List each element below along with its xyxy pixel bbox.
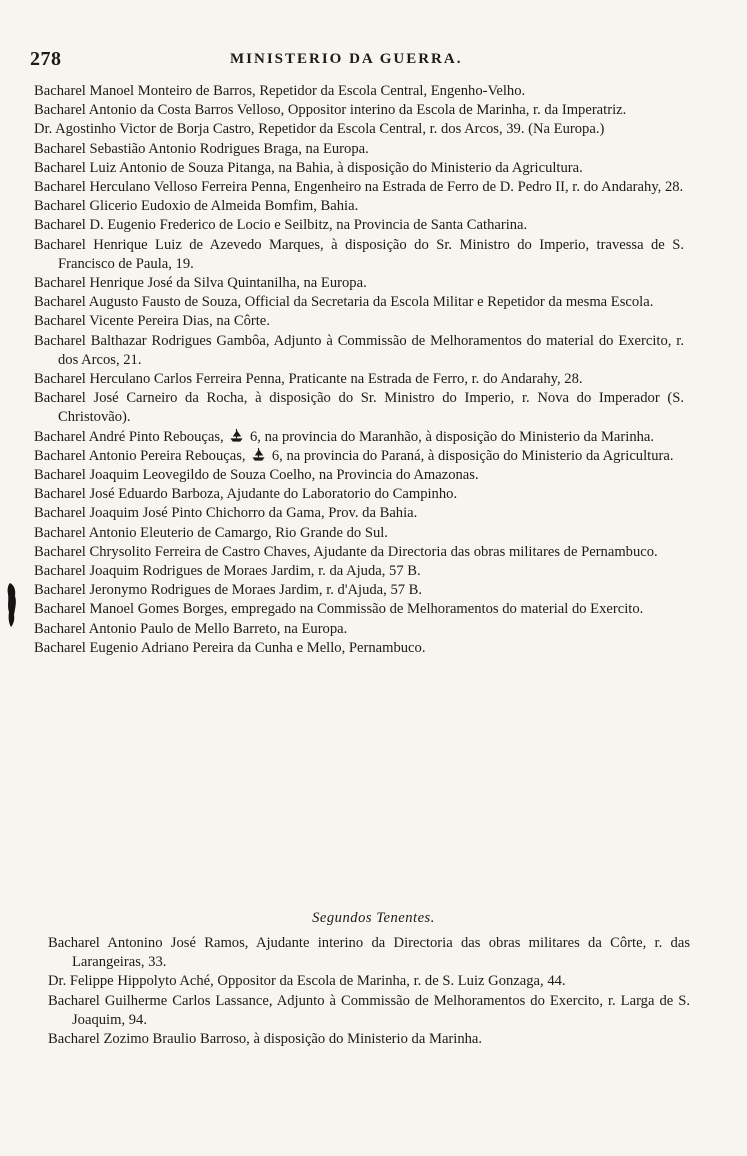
list-entry: Bacharel Antonio Paulo de Mello Barreto, na Europa.	[34, 620, 348, 637]
list-entry: Bacharel Eugenio Adriano Pereira da Cunha e Mello, Pernambuco.	[34, 639, 426, 656]
list-entry: Bacharel Vicente Pereira Dias, na Côrte.	[34, 313, 270, 330]
page-header	[30, 48, 700, 74]
list-entry: Dr. Agostinho Victor de Borja Castro, Repetidor da Escola Central, r. dos Arcos, 39. (Na Europa.)	[34, 121, 605, 138]
list-entry: Bacharel Joaquim Leovegildo de Souza Coelho, na Provincia do Amazonas.	[34, 467, 479, 484]
list-entry: Bacharel Antonio da Costa Barros Velloso, Oppositor interino da Escola de Marinha, r. da Imperatriz.	[34, 102, 627, 119]
list-entry: Bacharel Henrique Luiz de Azevedo Marques, à disposição do Sr. Ministro do Imperio, travessa de S. Francisco de Paula, 19.	[34, 236, 684, 272]
list-entry: Bacharel Antonino José Ramos, Ajudante interino da Directoria das obras militares da Côrte, r. das Larangeiras, 33.	[48, 935, 690, 971]
entry-text: Bacharel André Pinto Rebouças,	[34, 428, 224, 445]
entry-text: Bacharel Antonio Pereira Rebouças,	[34, 447, 246, 464]
officer-list	[34, 82, 684, 658]
list-entry: Bacharel Chrysolito Ferreira de Castro Chaves, Ajudante da Directoria das obras militares de Pernambuco.	[34, 543, 658, 560]
list-entry: Bacharel D. Eugenio Frederico de Locio e Seilbitz, na Provincia de Santa Catharina.	[34, 217, 528, 234]
list-entry	[34, 428, 684, 447]
list-entry: Bacharel Jeronymo Rodrigues de Moraes Jardim, r. d'Ajuda, 57 B.	[34, 582, 423, 599]
entry-text: 6, na provincia do Paraná, à disposição do Ministerio da Agricultura.	[271, 447, 674, 464]
ship-icon	[229, 428, 244, 443]
list-entry: Bacharel José Eduardo Barboza, Ajudante do Laboratorio do Campinho.	[34, 486, 458, 503]
list-entry: Bacharel Balthazar Rodrigues Gambôa, Adjunto à Commissão de Melhoramentos do material do Exercito, r. dos Arcos, 21.	[34, 332, 684, 368]
running-title: MINISTERIO DA GUERRA.	[230, 51, 463, 67]
list-entry: Bacharel Guilherme Carlos Lassance, Adjunto à Commissão de Melhoramentos do Exercito, r. Larga de S. Joaquim, 94.	[48, 992, 690, 1028]
list-entry: Bacharel Sebastião Antonio Rodrigues Braga, na Europa.	[34, 140, 369, 157]
list-entry: Bacharel Manoel Monteiro de Barros, Repetidor da Escola Central, Engenho-Velho.	[34, 83, 526, 99]
list-entry: Bacharel José Carneiro da Rocha, à disposição do Sr. Ministro do Imperio, r. Nova do Imperador (S. Christovão).	[34, 390, 684, 426]
list-entry: Bacharel Glicerio Eudoxio de Almeida Bomfim, Bahia.	[34, 198, 359, 215]
list-entry: Bacharel Manoel Gomes Borges, empregado na Commissão de Melhoramentos do material do Exercito.	[34, 601, 644, 618]
ship-icon	[251, 447, 266, 462]
list-entry: Bacharel Herculano Carlos Ferreira Penna, Praticante na Estrada de Ferro, r. do Andarahy, 28.	[34, 371, 583, 388]
section-heading: Segundos Tenentes.	[312, 910, 435, 926]
list-entry: Dr. Felippe Hippolyto Aché, Oppositor da Escola de Marinha, r. de S. Luiz Gonzaga, 44.	[48, 973, 566, 990]
list-entry: Bacharel Henrique José da Silva Quintanilha, na Europa.	[34, 275, 367, 292]
list-entry: Bacharel Joaquim José Pinto Chichorro da Gama, Prov. da Bahia.	[34, 505, 418, 522]
entry-text: 6, na provincia do Maranhão, à disposição do Ministerio da Marinha.	[249, 428, 655, 445]
list-entry: Bacharel Zozimo Braulio Barroso, à disposição do Ministerio da Marinha.	[48, 1031, 483, 1048]
page-number: 278	[30, 48, 62, 70]
list-entry: Bacharel Antonio Eleuterio de Camargo, Rio Grande do Sul.	[34, 524, 388, 541]
list-entry: Bacharel Luiz Antonio de Souza Pitanga, na Bahia, à disposição do Ministerio da Agricultura.	[34, 159, 583, 176]
ink-blot-mark	[6, 582, 18, 628]
list-entry	[34, 447, 684, 466]
list-entry: Bacharel Herculano Velloso Ferreira Penna, Engenheiro na Estrada de Ferro de D. Pedro II, r. do Andarahy, 28.	[34, 179, 684, 196]
list-entry: Bacharel Augusto Fausto de Souza, Official da Secretaria da Escola Militar e Repetidor da mesma Escola.	[34, 294, 654, 311]
list-entry: Bacharel Joaquim Rodrigues de Moraes Jardim, r. da Ajuda, 57 B.	[34, 563, 421, 580]
second-lieutenants-list	[48, 934, 690, 1049]
